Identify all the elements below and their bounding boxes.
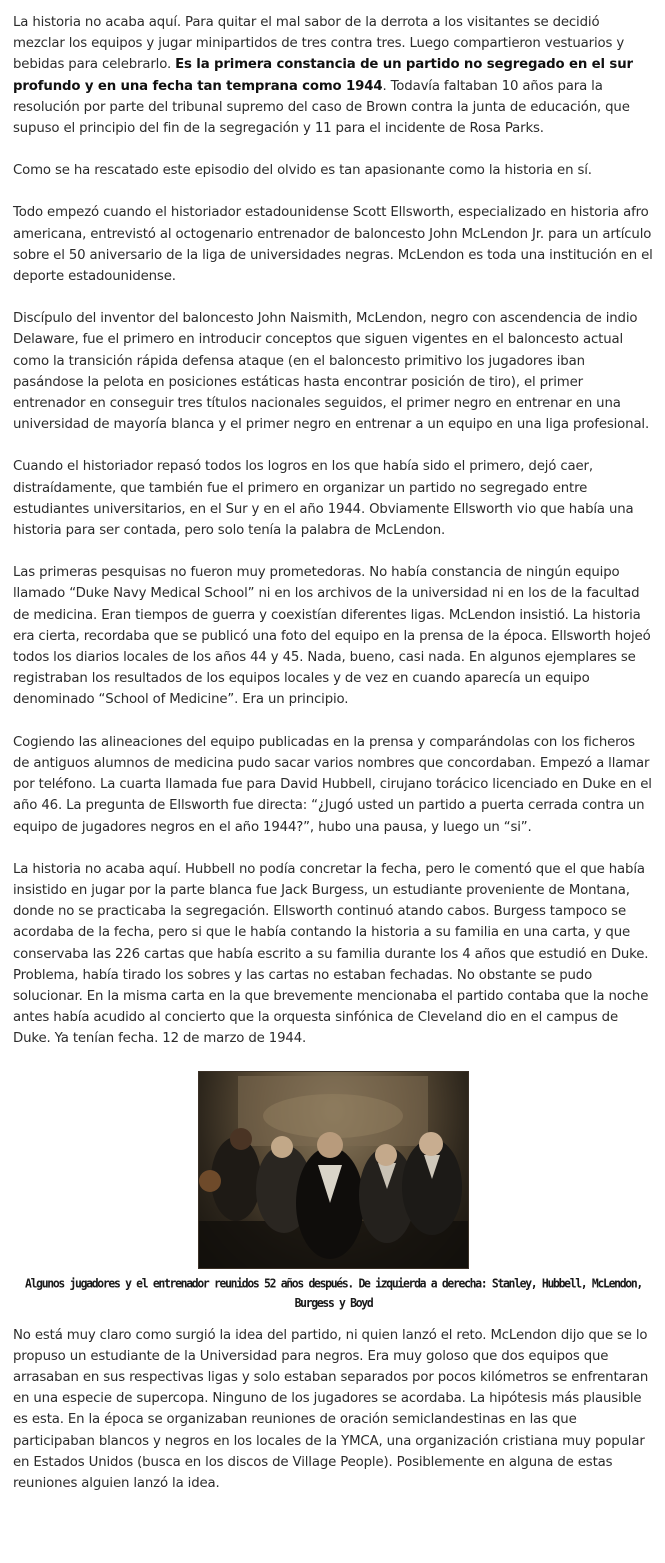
paragraph-9: No está muy claro como surgió la idea del partido, ni quien lanzó el reto. McLendon dijo que se lo propuso un estudiante de la Universidad para negros. Era muy goloso que dos equipos que arrasaban en sus respectivas ligas y solo estaban separados por pocos kilómetros se enfrentaran en una especie de supercopa. Ninguno de los jugadores se acordaba. La hipótesis más plausible es esta. En la época se organizaban reuniones de oración semiclandestinas en las que participaban blancos y negros en los locales de la YMCA, una organización cristiana muy popular en Estados Unidos (busca en los discos de Village People). Posiblemente en alguna de estas reuniones alguien lanzó la idea. bbox=[13, 1327, 649, 1491]
paragraph-8: La historia no acaba aquí. Hubbell no podía concretar la fecha, pero le comentó que el que había insistido en jugar por la parte blanca fue Jack Burgess, un estudiante proveniente de Montana, donde no se practicaba la segregación. Ellsworth continuó atando cabos. Burgess tampoco se acordaba de la fecha, pero si que le había contando la historia a su familia en una carta, y que conservaba las 226 cartas que había escrito a su familia durante los 4 años que estudió en Duke. Problema, había tirado los sobres y las cartas no estaban fechadas. No obstante se pudo solucionar. En la misma carta en la que brevemente mencionaba el partido contaba que la noche antes había acudido al concierto que la orquesta sinfónica de Cleveland dio en el campus de Duke. Ya tenían fecha. 12 de marzo de 1944. bbox=[13, 861, 649, 1047]
paragraph-5: Cuando el historiador repasó todos los logros en los que había sido el primero, dejó caer, distraídamente, que también fue el primero en organizar un partido no segregado entre estudiantes universitarios, en el Sur y en el año 1944. Obviamente Ellsworth vio que había una historia para ser contada, pero solo tenía la palabra de McLendon. bbox=[13, 459, 634, 539]
highlighted-sentence: Es la primera constancia de un partido no segregado en el sur profundo y en una fecha tan temprana como 1944 bbox=[13, 57, 633, 94]
paragraph-1: La historia no acaba aquí. Para quitar el mal sabor de la derrota a los visitantes se decidió mezclar los equipos y jugar minipartidos de tres contra tres. Luego compartieron vestuarios y bebidas para celebrarlo. Es la primera constancia de un partido no segregado en el sur profundo y en una fecha tan temprana como 1944. Todavía faltaban 10 años para la resolución por parte del tribunal supremo del caso de Brown contra la junta de educación, que supuso el principio del fin de la segregación y 11 para el incidente de Rosa Parks. bbox=[13, 15, 633, 137]
paragraph-7: Cogiendo las alineaciones del equipo publicadas en la prensa y comparándolas con los ficheros de antiguos alumnos de medicina pudo sacar varios nombres que concordaban. Empezó a llamar por teléfono. La cuarta llamada fue para David Hubbell, cirujano torácico licenciado en Duke en el año 46. La pregunta de Ellsworth fue directa: “¿Jugó usted un partido a puerta cerrada contra un equipo de jugadores negros en el año 1944?”, hubo una pausa, y luego un “si”. bbox=[13, 734, 652, 835]
paragraph-4: Discípulo del inventor del baloncesto John Naismith, McLendon, negro con ascendencia de indio Delaware, fue el primero en introducir conceptos que siguen vigentes en el baloncesto actual como la transición rápida defensa ataque (en el baloncesto primitivo los jugadores iban pasándose la pelota en posiciones estáticas hasta encontrar posición de tiro), el primer entrenador en conseguir tres títulos nacionales seguidos, el primer negro en entrenar en una universidad de mayoría blanca y el primer negro en entrenar a un equipo en una liga profesional. bbox=[13, 311, 650, 433]
photo-figure bbox=[13, 1071, 654, 1311]
photo-caption: Algunos jugadores y el entrenador reunidos 52 años después. De izquierda a derecha: Stanley, Hubbell, McLendon, Burgess y Boyd bbox=[25, 1275, 642, 1310]
team-reunion-illustration bbox=[198, 1071, 469, 1269]
team-reunion-photo bbox=[198, 1071, 469, 1269]
paragraph-3: Todo empezó cuando el historiador estadounidense Scott Ellsworth, especializado en historia afro americana, entrevistó al octogenario entrenador de baloncesto John McLendon Jr. para un artículo sobre el 50 aniversario de la liga de universidades negras. McLendon es toda una institución en el deporte estadounidense. bbox=[13, 205, 653, 285]
paragraph-6: Las primeras pesquisas no fueron muy prometedoras. No había constancia de ningún equipo llamado “Duke Navy Medical School” ni en los archivos de la universidad ni en los de la facultad de medicina. Eran tiempos de guerra y coexistían diferentes ligas. McLendon insistió. La historia era cierta, recordaba que se publicó una foto del equipo en la prensa de la época. Ellsworth hojeó todos los diarios locales de los años 44 y 45. Nada, bueno, casi nada. En algunos ejemplares se registraban los resultados de los equipos locales y de vez en cuando aparecía un equipo denominado “School of Medicine”. Era un principio. bbox=[13, 565, 651, 708]
paragraph-2: Como se ha rescatado este episodio del olvido es tan apasionante como la historia en sí. bbox=[13, 163, 592, 179]
